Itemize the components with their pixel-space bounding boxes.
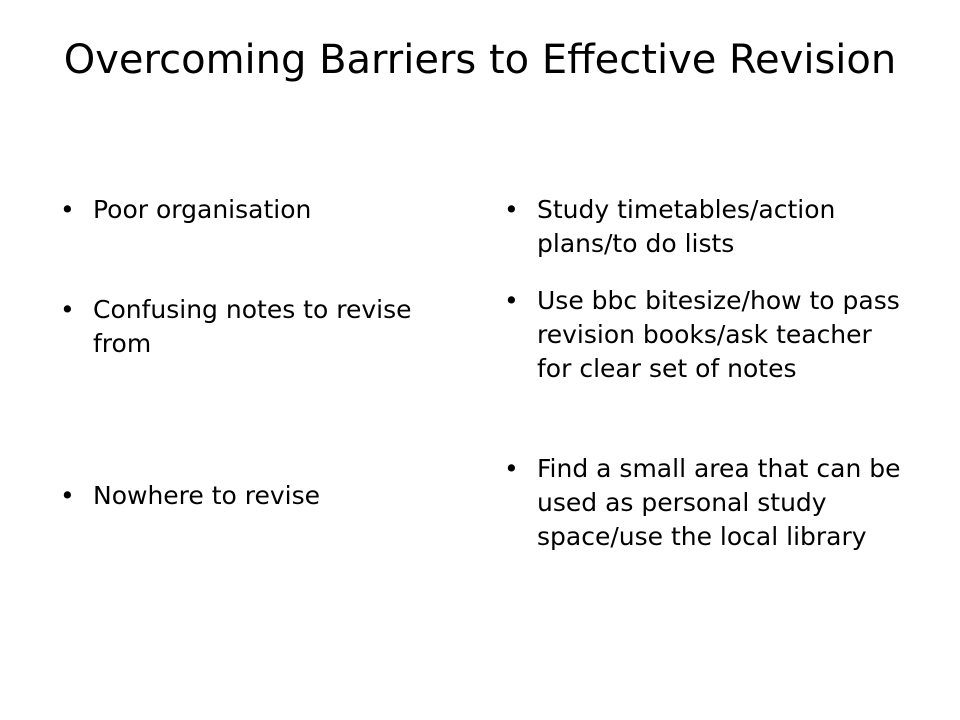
bullet-dot-icon: • bbox=[60, 481, 75, 510]
bullet-dot-icon: • bbox=[504, 286, 519, 315]
barrier-text: Poor organisation bbox=[93, 195, 312, 224]
solution-item bbox=[504, 193, 904, 261]
barrier-text: Confusing notes to revise from bbox=[93, 295, 412, 358]
bullet-dot-icon: • bbox=[60, 195, 75, 224]
solution-text: Find a small area that can be used as personal study space/use the local library bbox=[537, 454, 901, 551]
solution-item bbox=[504, 284, 904, 386]
barrier-item bbox=[60, 193, 420, 227]
slide-title: Overcoming Barriers to Effective Revision bbox=[63, 37, 897, 83]
barrier-item bbox=[60, 293, 420, 361]
barrier-item bbox=[60, 479, 420, 513]
solution-text: Study timetables/action plans/to do lists bbox=[537, 195, 836, 258]
bullet-dot-icon: • bbox=[504, 454, 519, 483]
bullet-dot-icon: • bbox=[60, 295, 75, 324]
barrier-text: Nowhere to revise bbox=[93, 481, 321, 510]
solution-text: Use bbc bitesize/how to pass revision books/ask teacher for clear set of notes bbox=[537, 286, 900, 383]
solution-item bbox=[504, 452, 904, 554]
bullet-dot-icon: • bbox=[504, 195, 519, 224]
